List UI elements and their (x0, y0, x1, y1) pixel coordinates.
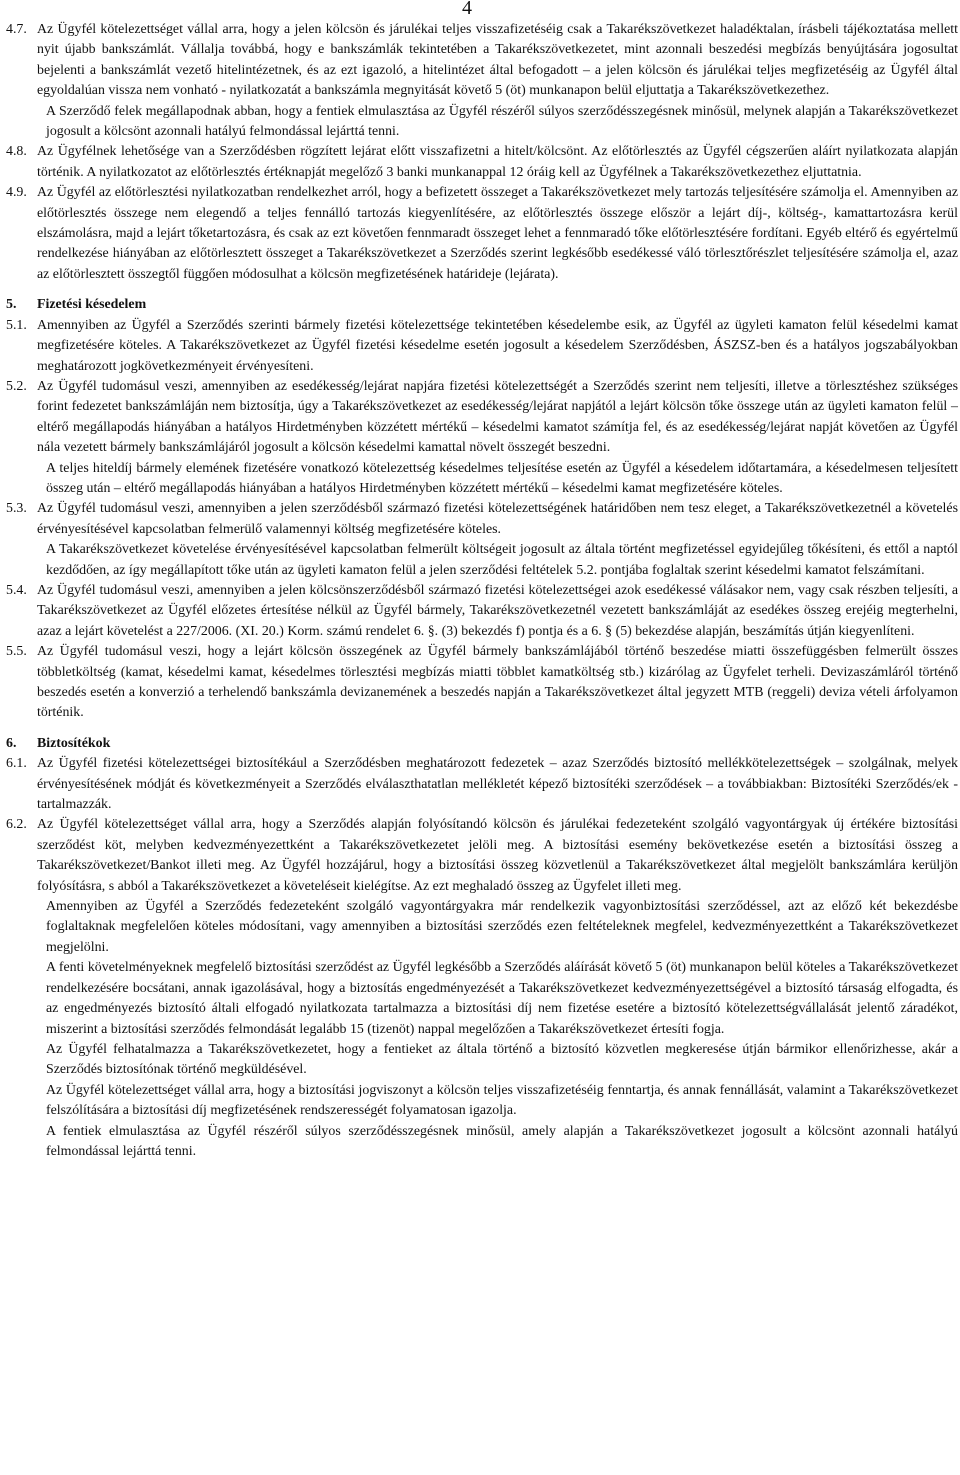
clause-5-5 (6, 642, 958, 724)
clause-number: 4.9. (6, 185, 27, 201)
clause-6-2 (6, 815, 958, 1162)
clause-number: 4.8. (6, 144, 27, 160)
clause-text: Az Ügyfél tudomásul veszi, amennyiben a jelen szerződésből származó fizetési kötelezettségének határidőben nem tesz eleget, a Takarékszövetkezetnél a követelés érvényesítésével kapcsolatban felmerülő valamennyi költség megfizetésére köteles. (37, 501, 958, 537)
clause-subparagraph: Az Ügyfél kötelezettséget vállal arra, hogy a biztosítási jogviszonyt a kölcsön teljes visszafizetéséig fenntartja, és annak fennállását, valamint a Takarékszövetkezet felszólítására a biztosítási díj megfizetésének rendszerességét folyamatosan igazolja. (46, 1082, 958, 1119)
clause-4-9 (6, 183, 958, 285)
clause-number: 5.2. (6, 378, 27, 394)
section-number: 5. (6, 297, 17, 313)
clause-4-8 (6, 142, 958, 183)
clause-subparagraph: A fentiek elmulasztása az Ügyfél részéről súlyos szerződésszegésnek minősül, amely alapján a Takarékszövetkezet jogosult a kölcsönt azonnali hatályú felmondással lejárttá tenni. (46, 1123, 958, 1159)
page-number: 4 (462, 0, 472, 19)
clause-subparagraph: Amennyiben az Ügyfél a Szerződés fedezeteként szolgáló vagyontárgyakra már rendelkezik vagyonbiztosítási szerződéssel, azt az előző két bekezdésbe foglaltaknak megfelelően köteles módosítani, vagy amennyiben a biztosítási szerződés ezen feltételeknek megfelel, kedvezményezettként a Takarékszövetkezet megjelölni. (46, 899, 958, 955)
clause-number: 6.1. (6, 756, 27, 772)
section-number: 6. (6, 735, 17, 751)
clause-text: Az Ügyfél kötelezettséget vállal arra, hogy a Szerződés alapján folyósítandó kölcsön és járulékai fedezeteként szolgáló vagyontárgyak új értékére biztosítási szerződést köt, melyben kedvezményezettként a Takarékszövetkezetet jelöli meg. A biztosítási esemény bekövetkezése esetén a biztosítási összeg a Takarékszövetkezet/Bankot illeti meg. Az Ügyfél hozzájárul, hogy a biztosítási összeg közvetlenül a Takarékszövetkezet által megjelölt bankszámlára kerüljön folyósításra, s abból a Takarékszövetkezet a követeléseit kielégítse. Az ezt meghaladó összeg az Ügyfelet illeti meg. (37, 817, 958, 894)
clause-number: 5.4. (6, 582, 27, 598)
clause-subparagraph: A fenti követelményeknek megfelelő biztosítási szerződést az Ügyfél legkésőbb a Szerződés aláírását követő 5 (öt) munkanapon belül köteles a Takarékszövetkezet rendelkezésére bocsátani, annak igazolásával, hogy a biztosítás engedményezését a Takarékszövetkezet kedvezményezettségével a biztosító társaság elfogadta, és az engedményezés biztosító általi elfogadó nyilatkozata tartalmazza a biztosítási díj nem fizetése esetére a biztosító kötelezettségvállalását jelentő záradékot, miszerint a biztosítási szerződés felmondását legalább 15 (tizenöt) nappal megelőzően a Takarékszövetkezet értesíti fogja. (46, 960, 958, 1037)
document-body (6, 20, 958, 1162)
clause-4-7 (6, 20, 958, 142)
clause-text: Amennyiben az Ügyfél a Szerződés szerinti bármely fizetési kötelezettsége tekintetében késedelembe esik, az Ügyfél az ügyleti kamaton felül késedelmi kamat megfizetésére köteles. A Takarékszövetkezet az Ügyfél fizetési késedelme esetén jogosult a késedelem Szerződésben, ÁSZSZ-ben és a hatályos jogszabályokban meghatározott jogkövetkezményeit érvényesíteni. (37, 317, 958, 374)
clause-5-3 (6, 499, 958, 581)
clause-number: 5.5. (6, 644, 27, 660)
clause-text: Az Ügyfélnek lehetősége van a Szerződésben rögzített lejárat előtt visszafizetni a hitelt/kölcsönt. Az előtörlesztés az Ügyfél cégszerűen aláírt nyilatkozata alapján történik. A nyilatkozatot az előtörlesztés értéknapját megelőző 3 banki munkanappal 12 óráig kell az Ügyfélnek a Takarékszövetkezethez eljuttatnia. (37, 144, 958, 180)
clause-text: Az Ügyfél tudomásul veszi, amennyiben az esedékesség/lejárat napjára fizetési kötelezettségét a Szerződés szerint nem teljesíti, illetve a törlesztéshez szükséges forint fedezetet bankszámláján nem biztosítja, úgy a Takarékszövetkezet az esedékesség/lejárat napjától a lejárt kölcsön tőke összege után az ügyleti kamaton felül – eltérő megállapodás hiányában a hatályos Hirdetményben közzétett mértékű – késedelmi kamatot számítja fel, és az esedékesség/lejárat napját követően az Ügyfél nála vezetett bármely bankszámlájáról jogosult a kölcsön késedelmi kamattal növelt összegét beszedni. (37, 378, 958, 456)
clause-number: 4.7. (6, 22, 27, 37)
clause-5-1 (6, 316, 958, 377)
clause-text: Az Ügyfél fizetési kötelezettségei biztosítékául a Szerződésben meghatározott fedezetek – azaz Szerződés biztosító mellékkötelezettségek – szolgálnak, melyek érvényesítésének módját és következményeit a Szerződés elválaszthatatlan mellékletét képező biztosítéki szerződések – a továbbiakban: Biztosítéki Szerződés/ek - tartalmazzák. (37, 756, 958, 813)
clause-5-4 (6, 581, 958, 642)
clause-subparagraph: A Szerződő felek megállapodnak abban, hogy a fentiek elmulasztása az Ügyfél részéről súlyos szerződésszegésnek minősül, melynek alapján a Takarékszövetkezet jogosult a kölcsönt azonnali hatályú felmondással lejárttá tenni. (46, 103, 958, 140)
clause-text: Az Ügyfél tudomásul veszi, hogy a lejárt kölcsön összegének az Ügyfél bármely bankszámlájából történő beszedése miatti összefüggésben felmerült összes többletköltség (kamat, késedelmi kamat, késedelmes törlesztési megbízás miatti többlet kamatköltség stb.) kizárólag az Ügyfelet terheli. Devizaszámláról történő beszedés esetén a konverzió a terhelendő bankszámla devizanemének a beszedés napján a Takarékszövetkezet által jegyzett MTB (reggeli) deviza vételi árfolyamon történik. (37, 644, 958, 721)
clause-subparagraph: A Takarékszövetkezet követelése érvényesítésével kapcsolatban felmerült költségeit jogosult az általa történt megfizetéssel egyidejűleg tőkésíteni, és ettől a naptól kezdődően, az így megállapított tőke után az ügyleti kamaton felül a jelen szerződési feltételek 5.2. pontjába foglaltak szerint késedelmi kamatot felszámítani. (46, 542, 958, 578)
clause-subparagraph: A teljes hiteldíj bármely elemének fizetésére vonatkozó kötelezettség késedelmes teljesítése esetén az Ügyfél a késedelem időtartamára, a késedelmesen teljesített összeg után – eltérő megállapodás hiányában a hatályos Hirdetményben közzétett mértékű – késedelmi kamat megfizetésére köteles. (46, 460, 958, 496)
clause-text: Az Ügyfél tudomásul veszi, amennyiben a jelen kölcsönszerződésből származó fizetési kötelezettségei azok esedékessé válásakor nem, vagy csak részben teljesíti, a Takarékszövetkezet az Ügyfél előzetes értesítése nélkül az Ügyfél bármely, Takarékszövetkezetnél vezetett bankszámláját az esedékes összeg erejéig megterhelni, azaz a lejárt követelést a 227/2006. (XI. 20.) Korm. számú rendelet 6. §. (3) bekezdés f) pontja és a 6. § (5) bekezdése alapján, beszámítás útján kiegyenlíteni. (37, 582, 958, 639)
section-heading-5 (6, 295, 958, 315)
clause-number: 5.3. (6, 501, 27, 517)
clause-6-1 (6, 754, 958, 815)
clause-subparagraph: Az Ügyfél felhatalmazza a Takarékszövetkezetet, hogy a fentieket az általa történő a biztosító közvetlen megkeresése útján bármikor ellenőrizhesse, akár a Szerződés biztosítónak történő megküldésével. (46, 1041, 958, 1078)
section-title: Biztosítékok (37, 735, 111, 751)
clause-text: Az Ügyfél az előtörlesztési nyilatkozatban rendelkezhet arról, hogy a befizetett összeget a Takarékszövetkezet mely tartozás teljesítésére számolja el. Amennyiben az előtörlesztés összege nem elegendő a teljes fennálló tartozás kiegyenlítésére, az előtörlesztés összege először a lejárt díj-, költség-, kamattartozásra kerül elszámolásra, majd a lejárt tőketartozásra, és csak az ezt követően fennmaradt összeget lehet a fennmaradó tőke előtörlesztésére fordítani. Egyéb eltérő és egyértelmű rendelkezése hiányában az előtörlesztett összeget a Takarékszövetkezet a Szerződés szerint legkésőbb esedékessé váló törlesztőrészlet teljesítésére számolja el, azaz az előtörlesztett összegtől függően módosulhat a kölcsön megfizetésének határideje (lejárata). (37, 185, 958, 282)
clause-text: Az Ügyfél kötelezettséget vállal arra, hogy a jelen kölcsön és járulékai teljes visszafizetéséig csak a Takarékszövetkezet haladéktalan, írásbeli tájékoztatása mellett nyit újabb bankszámlát. Vállalja továbbá, hogy e bankszámlák tekintetében a Takarékszövetkezetet, mint azonnali beszedési megbízás benyújtására jogosultat bejelenti a bankszámlát vezető hitelintézetnek, és az ezt igazoló, a hitelintézet által befogadott – a jelen kölcsön és járulékai teljes megfizetéséig az Ügyfél által egyoldalúan vissza nem vonható - nyilatkozatát a bankszámla megnyitását követő 5 (öt) munkanapon belül eljuttatja a Takarékszövetkezethez. (37, 22, 958, 99)
clause-number: 6.2. (6, 817, 27, 833)
section-heading-6 (6, 734, 958, 754)
clause-number: 5.1. (6, 317, 27, 333)
clause-5-2 (6, 377, 958, 499)
section-title: Fizetési késedelem (37, 297, 147, 313)
